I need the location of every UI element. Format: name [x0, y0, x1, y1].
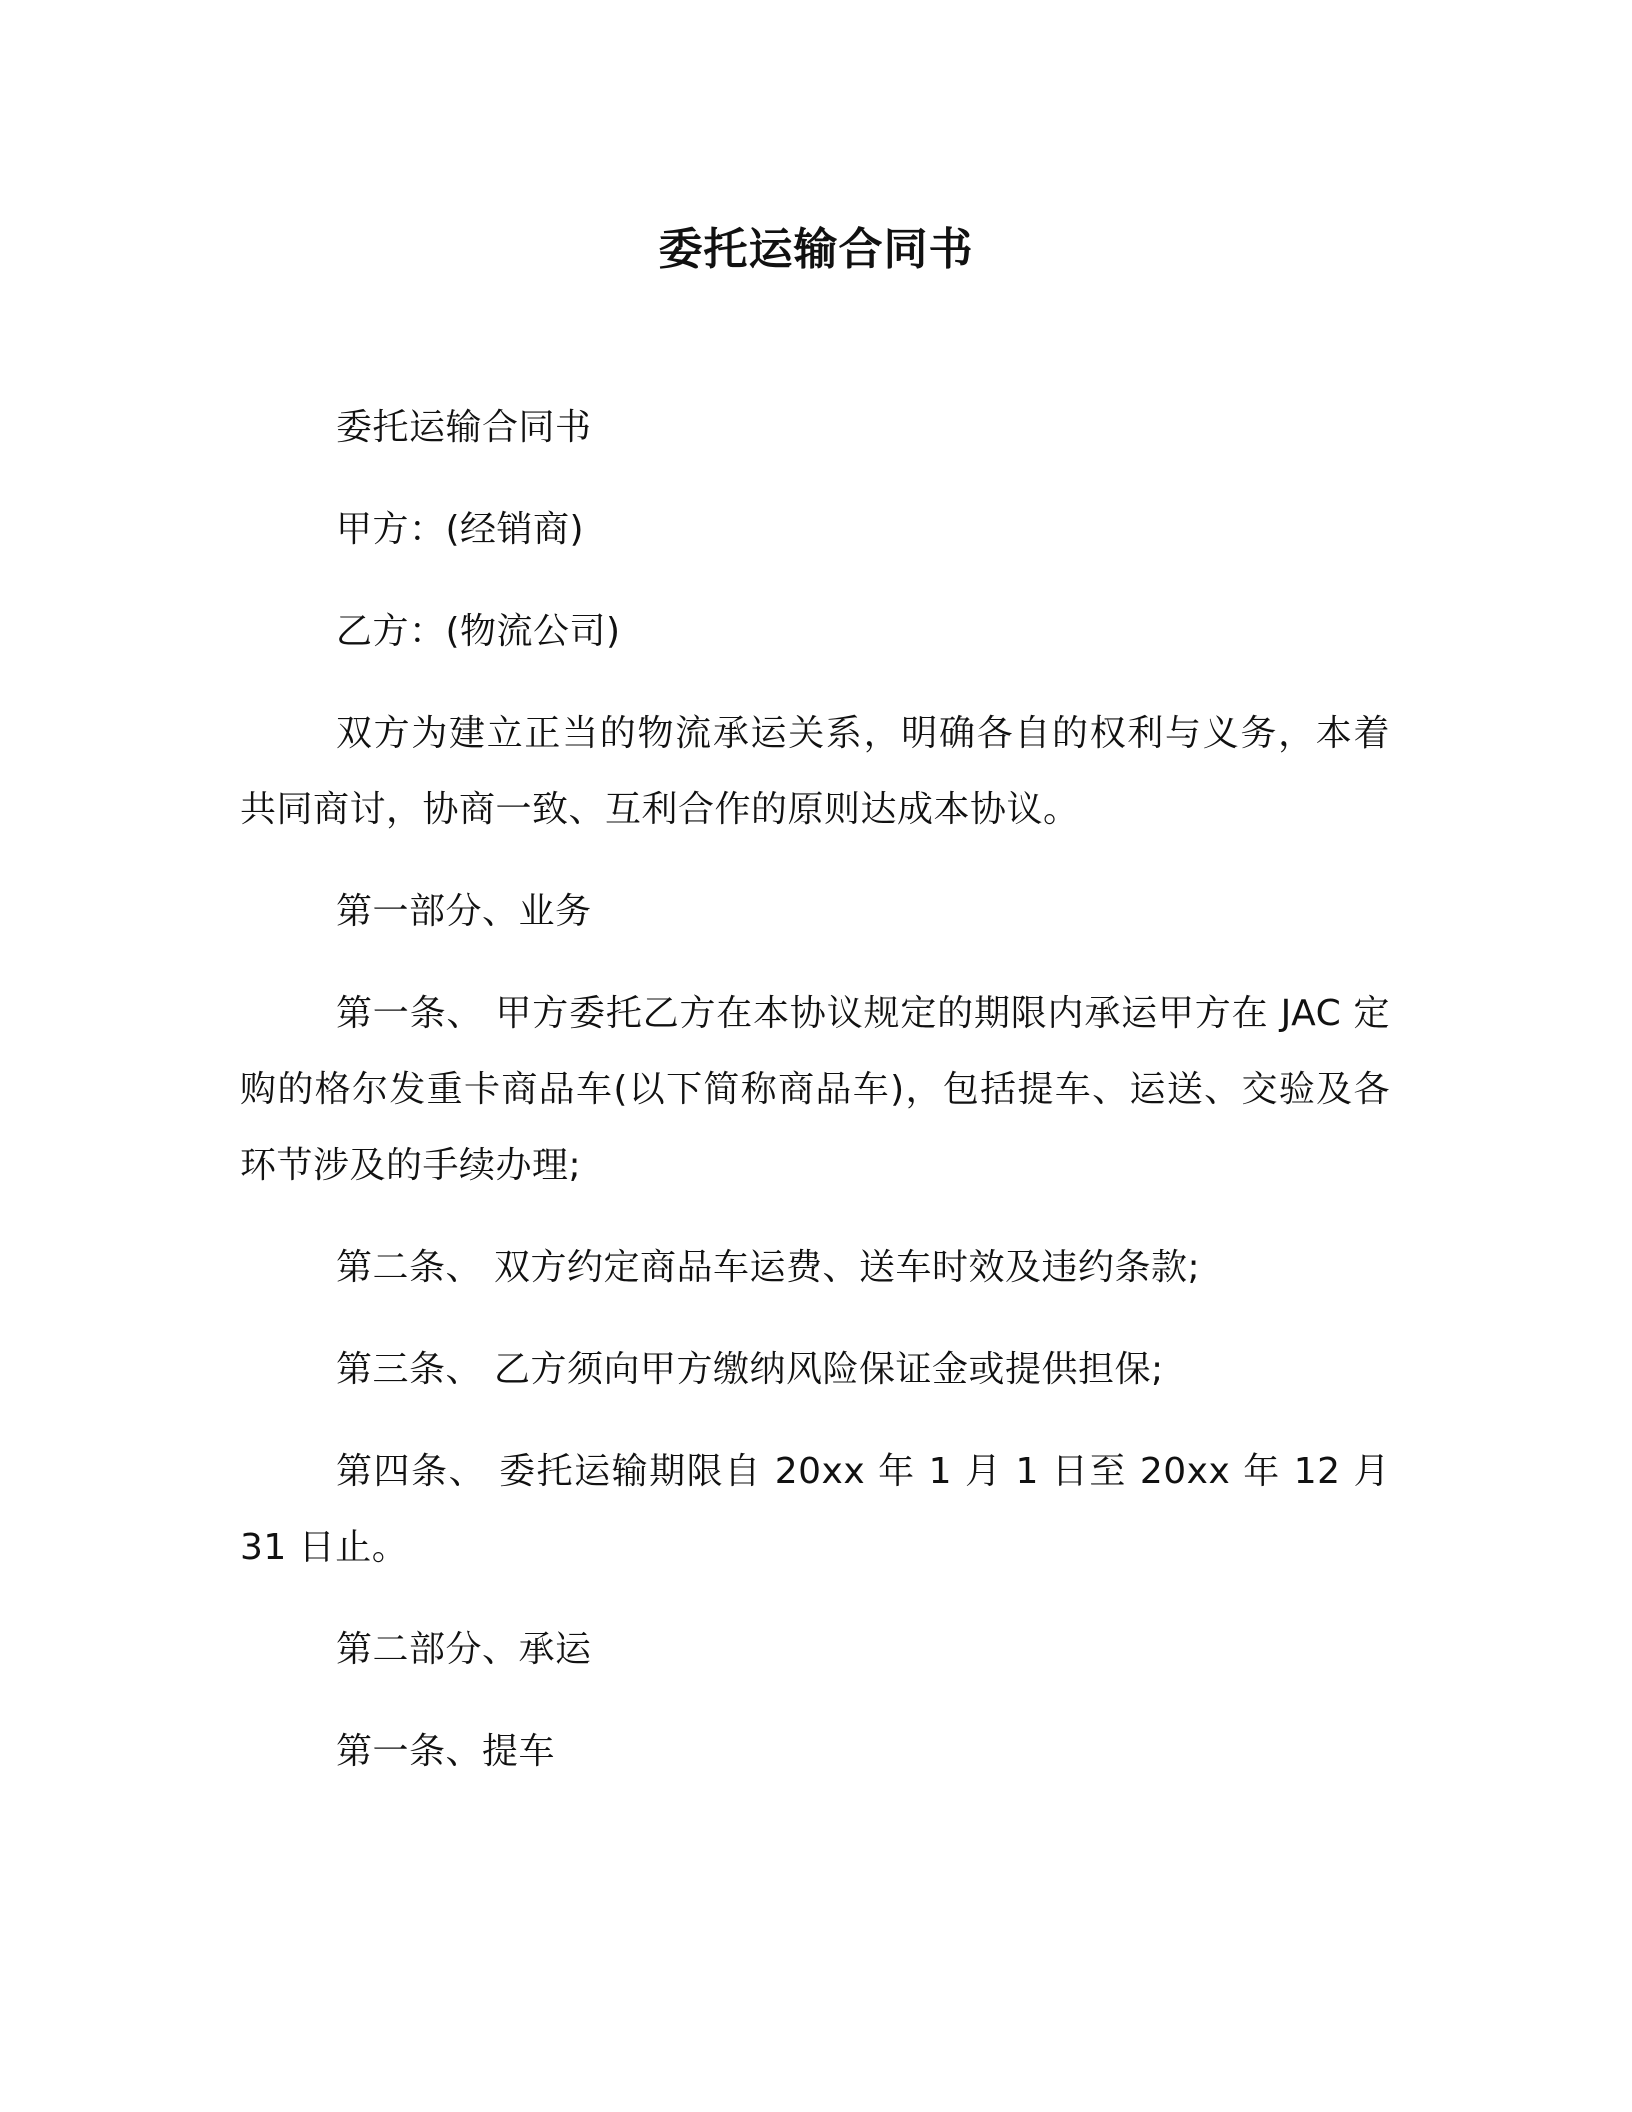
clause-1-3: 第三条、 乙方须向甲方缴纳风险保证金或提供担保; [336, 1349, 1164, 1390]
clause-1-4: 第四条、 委托运输期限自 20xx 年 1 月 1 日至 20xx 年 12 月 31 日止。 [240, 1451, 1390, 1568]
document-title: 委托运输合同书 [658, 224, 974, 275]
document-body [240, 390, 1390, 1816]
paragraph-heading-repeat: 委托运输合同书 [336, 407, 592, 448]
paragraph-party-b: 乙方：(物流公司) [336, 611, 621, 652]
clause-1-2: 第二条、 双方约定商品车运费、送车时效及违约条款; [336, 1247, 1201, 1288]
paragraph-preamble: 双方为建立正当的物流承运关系，明确各自的权利与义务，本着共同商讨，协商一致、互利合作的原则达成本协议。 [240, 713, 1390, 830]
clause-2-1: 第一条、提车 [336, 1731, 556, 1772]
section-heading-carriage: 第二部分、承运 [336, 1629, 592, 1670]
clause-1-1: 第一条、 甲方委托乙方在本协议规定的期限内承运甲方在 JAC 定购的格尔发重卡商品车(以下简称商品车)，包括提车、运送、交验及各环节涉及的手续办理; [240, 993, 1390, 1186]
paragraph-party-a: 甲方：(经销商) [336, 509, 585, 550]
section-heading-business: 第一部分、业务 [336, 891, 592, 932]
